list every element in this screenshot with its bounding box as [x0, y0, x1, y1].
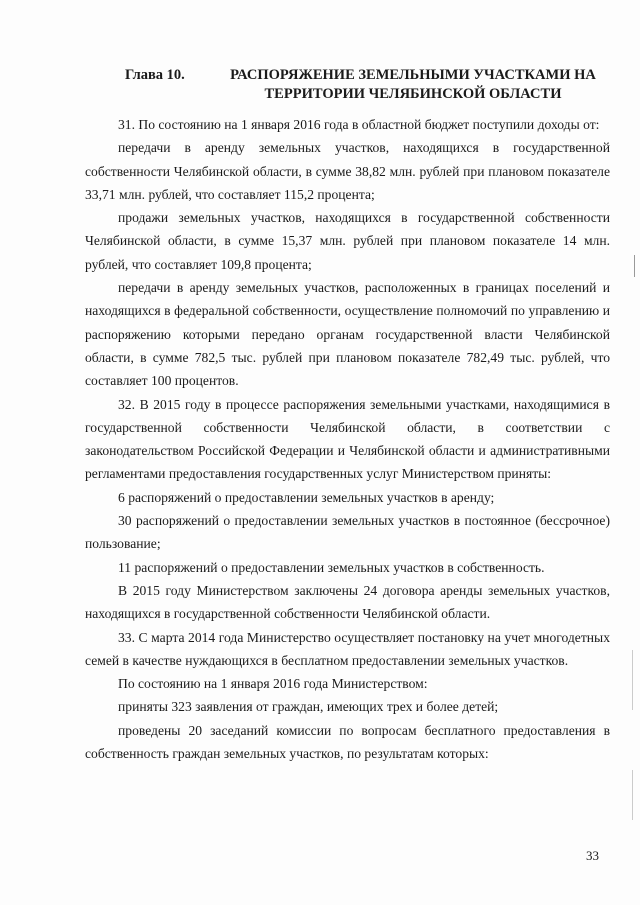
paragraph: В 2015 году Министерством заключены 24 договора аренды земельных участков, находящихся в государственной собственности Челябинской области.	[85, 582, 610, 622]
paragraph: По состоянию на 1 января 2016 года Министерством:	[118, 676, 428, 692]
paragraph: проведены 20 заседаний комиссии по вопросам бесплатного предоставления в собственность граждан земельных участков, по результатам которых:	[85, 722, 610, 762]
paragraph: 33. С марта 2014 года Министерство осуществляет постановку на учет многодетных семей в качестве нуждающихся в бесплатном предоставлении земельных участков.	[85, 629, 610, 668]
paragraph: 31. По состоянию на 1 января 2016 года в областной бюджет поступили доходы от:	[118, 117, 600, 132]
chapter-title: РАСПОРЯЖЕНИЕ ЗЕМЕЛЬНЫМИ УЧАСТКАМИ НА ТЕРРИТОРИИ ЧЕЛЯБИНСКОЙ ОБЛАСТИ	[230, 67, 596, 102]
chapter-number: Глава 10.	[125, 67, 185, 83]
paragraph: продажи земельных участков, находящихся в государственной собственности Челябинской области, в сумме 15,37 млн. рублей при плановом показателе 14 млн. рублей, что составляет 109,8 процента;	[85, 210, 610, 272]
scan-artifact	[634, 255, 635, 277]
paragraph: 32. В 2015 году в процессе распоряжения земельными участками, находящимися в государственной собственности Челябинской области, в соответствии с законодательством Российской Федерации и Челябинской области и административными регламентами предоставления государственных услуг Министерством приняты:	[85, 396, 610, 482]
paragraph: передачи в аренду земельных участков, находящихся в государственной собственности Челябинской области, в сумме 38,82 млн. рублей при плановом показателе 33,71 млн. рублей, что составляет 115,2 процента;	[85, 140, 610, 202]
scan-artifact	[632, 650, 633, 710]
paragraph: передачи в аренду земельных участков, расположенных в границах поселений и находящихся в федеральной собственности, осуществление полномочий по управлению и распоряжению которыми передано органам государственной власти Челябинской области, в сумме 782,5 тыс. рублей при плановом показателе 782,49 тыс. рублей, что составляет 100 процентов.	[85, 280, 610, 389]
page-number: 33	[586, 848, 599, 863]
paragraph: 11 распоряжений о предоставлении земельных участков в собственность.	[118, 559, 545, 575]
paragraph: приняты 323 заявления от граждан, имеющих трех и более детей;	[118, 699, 499, 715]
body-text	[85, 113, 610, 765]
scan-artifact	[632, 770, 633, 820]
paragraph: 6 распоряжений о предоставлении земельных участков в аренду;	[118, 489, 495, 505]
paragraph: 30 распоряжений о предоставлении земельных участков в постоянное (бессрочное) пользование;	[85, 513, 610, 552]
